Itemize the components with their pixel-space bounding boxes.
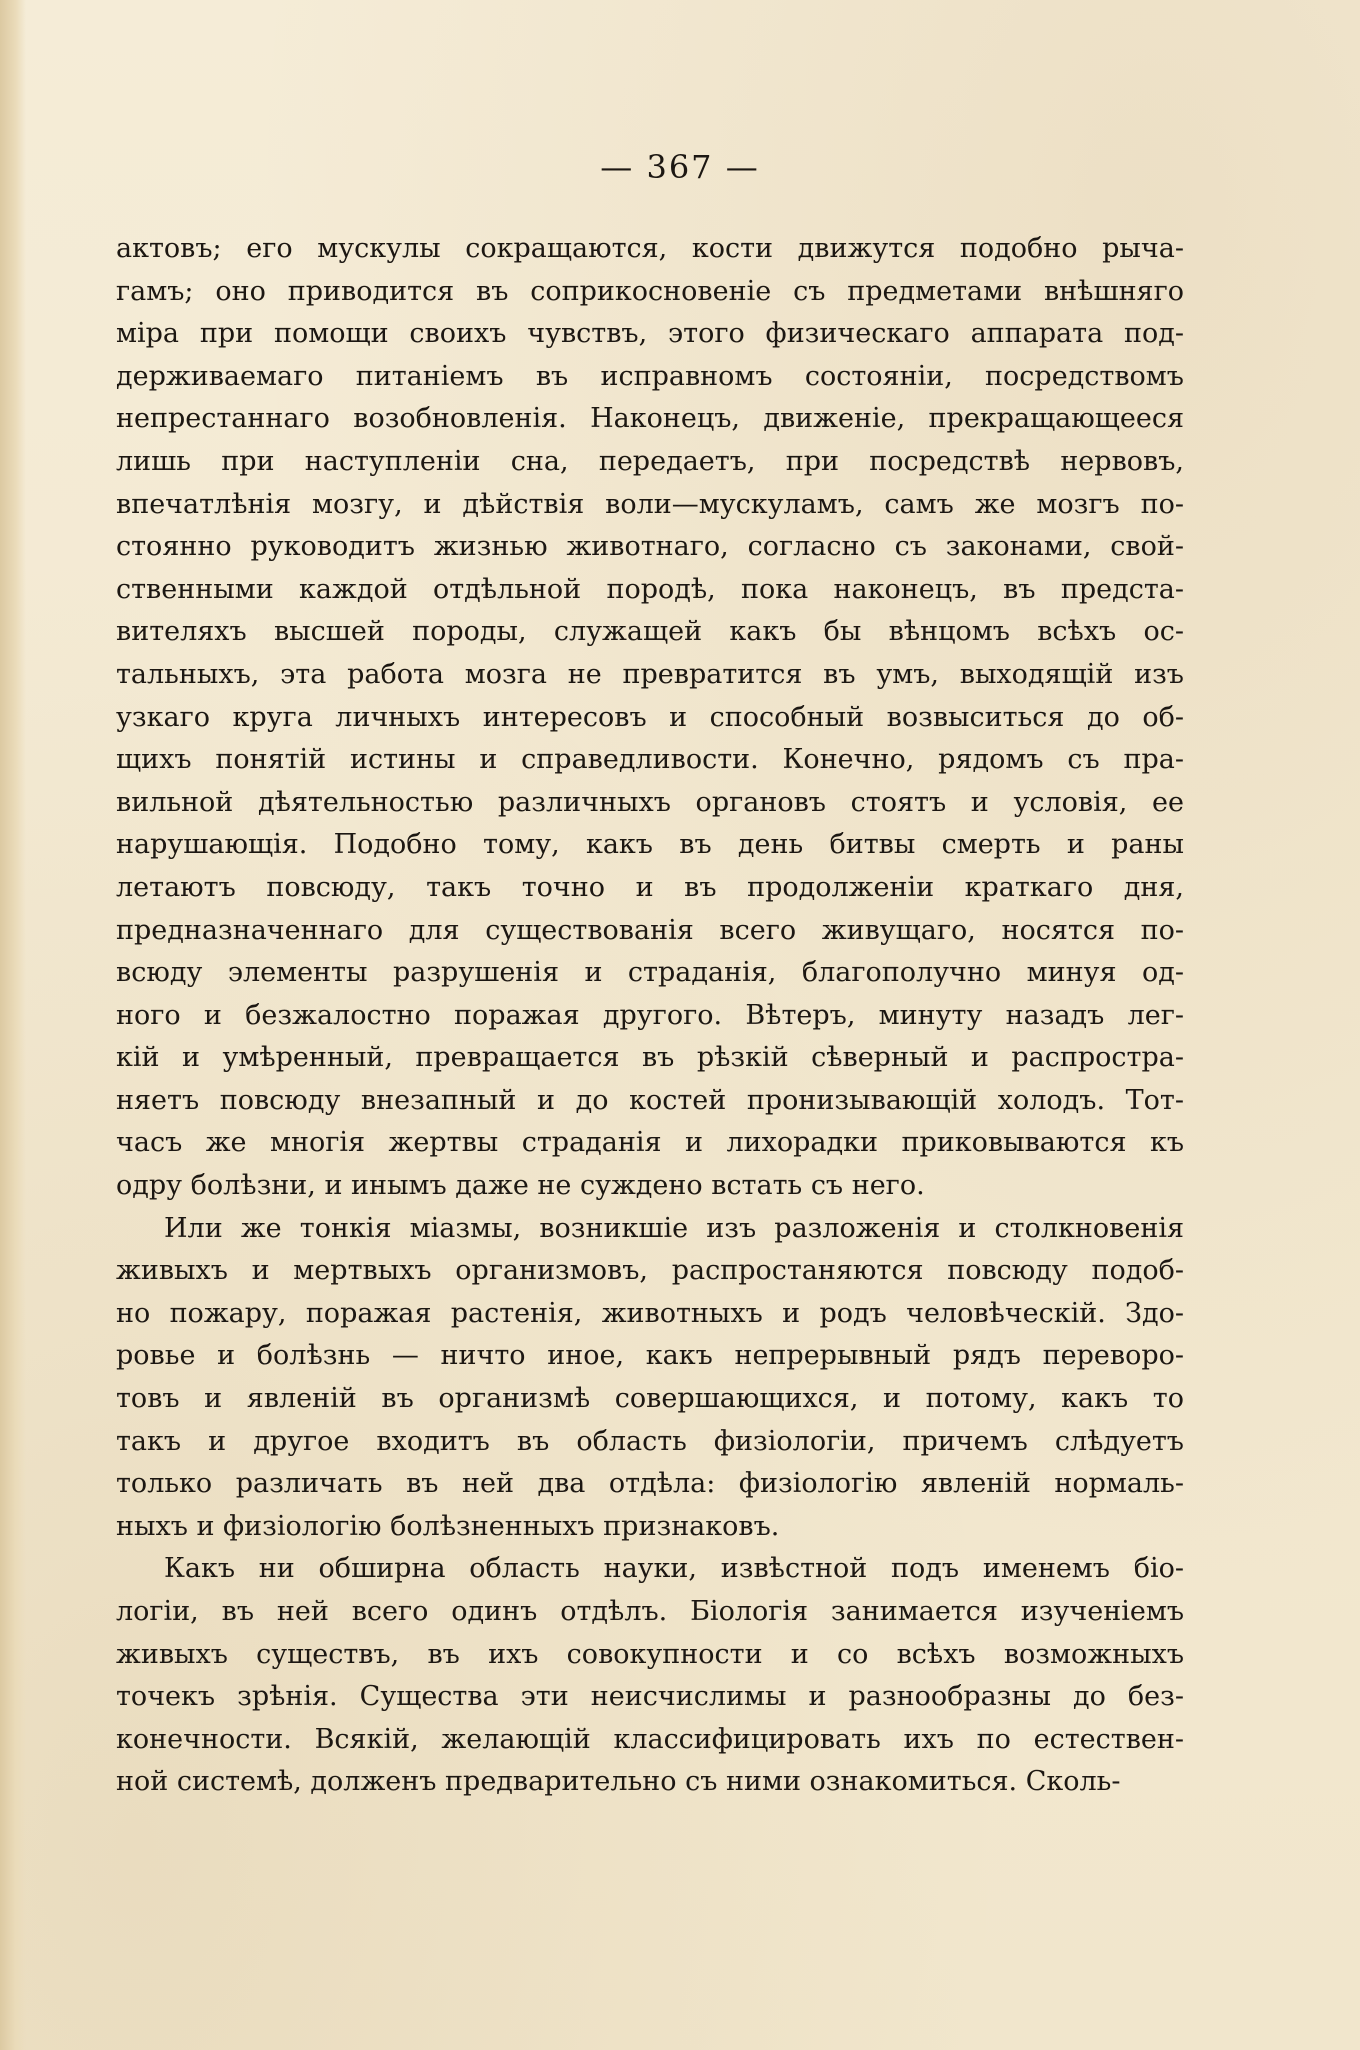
text-line: товъ и явленій въ организмѣ совершающихся, и потому, какъ то (116, 1383, 1184, 1415)
text-line: логіи, въ ней всего одинъ отдѣлъ. Біологія занимается изученіемъ (116, 1596, 1184, 1627)
text-line: впечатлѣнія мозгу, и дѣйствія воли—мускуламъ, самъ же мозгъ по- (116, 488, 1184, 520)
text-line: ныхъ и физіологію болѣзненныхъ признаковъ. (116, 1510, 780, 1542)
paragraph-2 (116, 1208, 1184, 1549)
paragraph-3 (116, 1548, 1184, 1804)
text-line: Или же тонкія міазмы, возникшіе изъ разложенія и столкновенія (164, 1212, 1184, 1244)
text-line: живыхъ и мертвыхъ организмовъ, распростаняются повсюду подоб- (116, 1255, 1184, 1287)
text-line: такъ и другое входитъ въ область физіологіи, причемъ слѣдуетъ (116, 1425, 1184, 1457)
text-line: часъ же многія жертвы страданія и лихорадки приковываются къ (116, 1127, 1184, 1159)
text-line: вителяхъ высшей породы, служащей какъ бы вѣнцомъ всѣхъ ос- (116, 616, 1184, 648)
text-line: вильной дѣятельностью различныхъ органовъ стоятъ и условія, ее (116, 786, 1184, 818)
text-line: конечности. Всякій, желающій классифицировать ихъ по естествен- (116, 1723, 1184, 1755)
text-line: Какъ ни обширна область науки, извѣстной подъ именемъ біо- (164, 1553, 1184, 1585)
text-line: лишь при наступленіи сна, передаетъ, при посредствѣ нервовъ, (116, 445, 1184, 477)
text-line: міра при помощи своихъ чувствъ, этого физическаго аппарата под- (116, 318, 1184, 350)
text-line: щихъ понятій истины и справедливости. Конечно, рядомъ съ пра- (116, 744, 1184, 776)
paragraph-1 (116, 228, 1184, 1208)
text-line: тальныхъ, эта работа мозга не превратится въ умъ, выходящій изъ (116, 658, 1184, 690)
text-line: предназначеннаго для существованія всего живущаго, носятся по- (116, 914, 1184, 946)
text-line: одру болѣзни, и инымъ даже не суждено встать съ него. (116, 1170, 925, 1202)
page-binding-edge (0, 0, 26, 2050)
text-line: непрестаннаго возобновленія. Наконецъ, движеніе, прекращающееся (116, 403, 1184, 435)
text-line: летаютъ повсюду, такъ точно и въ продолженіи краткаго дня, (116, 871, 1184, 903)
text-line: нарушающія. Подобно тому, какъ въ день битвы смерть и раны (116, 829, 1184, 861)
page-number: — 367 — (600, 148, 760, 186)
body-text (116, 228, 1184, 1804)
text-line: узкаго круга личныхъ интересовъ и способный возвыситься до об- (116, 701, 1184, 733)
text-line: стоянно руководитъ жизнью животнаго, согласно съ законами, свой- (116, 531, 1184, 563)
text-line: держиваемаго питаніемъ въ исправномъ состояніи, посредствомъ (116, 360, 1184, 392)
text-line: актовъ; его мускулы сокращаются, кости движутся подобно рыча- (116, 233, 1184, 264)
text-line: кій и умѣренный, превращается въ рѣзкій сѣверный и распростра- (116, 1042, 1184, 1074)
text-line: живыхъ существъ, въ ихъ совокупности и со всѣхъ возможныхъ (116, 1638, 1184, 1670)
text-line: ного и безжалостно поражая другого. Вѣтеръ, минуту назадъ лег- (116, 999, 1184, 1031)
text-line: ной системѣ, долженъ предварительно съ ними ознакомиться. Сколь- (116, 1766, 1121, 1798)
text-line: ровье и болѣзнь — ничто иное, какъ непрерывный рядъ переворо- (116, 1340, 1184, 1372)
text-line: няетъ повсюду внезапный и до костей пронизывающій холодъ. Тот- (116, 1084, 1184, 1116)
text-line: гамъ; оно приводится въ соприкосновеніе съ предметами внѣшняго (116, 275, 1184, 307)
text-line: только различать въ ней два отдѣла: физіологію явленій нормаль- (116, 1468, 1184, 1500)
text-line: но пожару, поражая растенія, животныхъ и родъ человѣческій. Здо- (116, 1297, 1184, 1329)
text-line: ственными каждой отдѣльной породѣ, пока наконецъ, въ предста- (116, 573, 1184, 605)
text-line: всюду элементы разрушенія и страданія, благополучно минуя од- (116, 957, 1184, 989)
text-line: точекъ зрѣнія. Существа эти неисчислимы и разнообразны до без- (116, 1681, 1184, 1713)
